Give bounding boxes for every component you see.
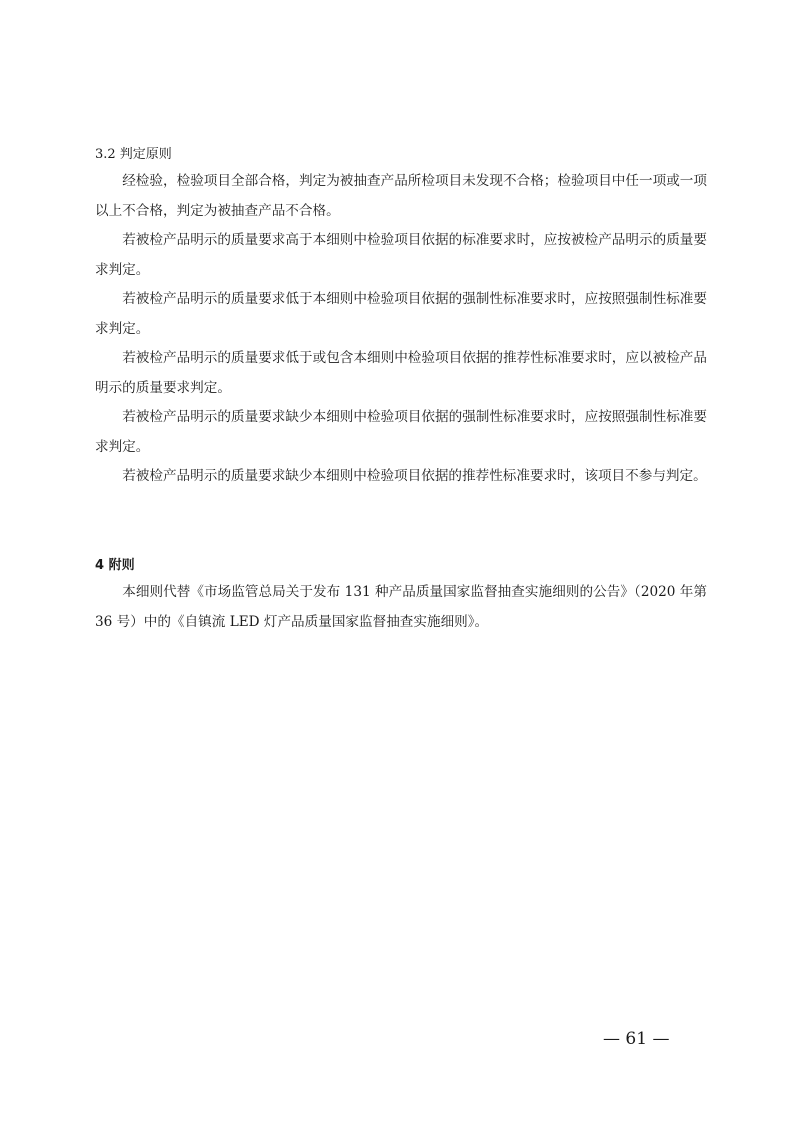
page-number: — 61 — xyxy=(603,1029,670,1049)
paragraph-judgment-higher-requirement: 若被检产品明示的质量要求高于本细则中检验项目依据的标准要求时，应按被检产品明示的质量要求判定。 xyxy=(95,232,707,278)
paragraph-judgment-lower-recommended: 若被检产品明示的质量要求低于或包含本细则中检验项目依据的推荐性标准要求时，应以被检产品明示的质量要求判定。 xyxy=(95,350,707,396)
paragraph-judgment-missing-recommended: 若被检产品明示的质量要求缺少本细则中检验项目依据的推荐性标准要求时，该项目不参与判定。 xyxy=(122,468,707,484)
section-heading-supplementary-provisions: 4 附则 xyxy=(95,558,135,573)
paragraph-supplementary-replacement: 本细则代替《市场监管总局关于发布 131 种产品质量国家监督抽查实施细则的公告》（2020 年第 36 号）中的《自镇流 LED 灯产品质量国家监督抽查实施细则》。 xyxy=(95,584,707,630)
paragraph-judgment-missing-mandatory: 若被检产品明示的质量要求缺少本细则中检验项目依据的强制性标准要求时，应按照强制性标准要求判定。 xyxy=(95,409,707,455)
paragraph-judgment-lower-mandatory: 若被检产品明示的质量要求低于本细则中检验项目依据的强制性标准要求时，应按照强制性标准要求判定。 xyxy=(95,291,707,337)
paragraph-judgment-overall: 经检验，检验项目全部合格，判定为被抽查产品所检项目未发现不合格；检验项目中任一项或一项以上不合格，判定为被抽查产品不合格。 xyxy=(95,173,707,219)
section-heading-judgment-principles: 3.2 判定原则 xyxy=(95,147,172,162)
